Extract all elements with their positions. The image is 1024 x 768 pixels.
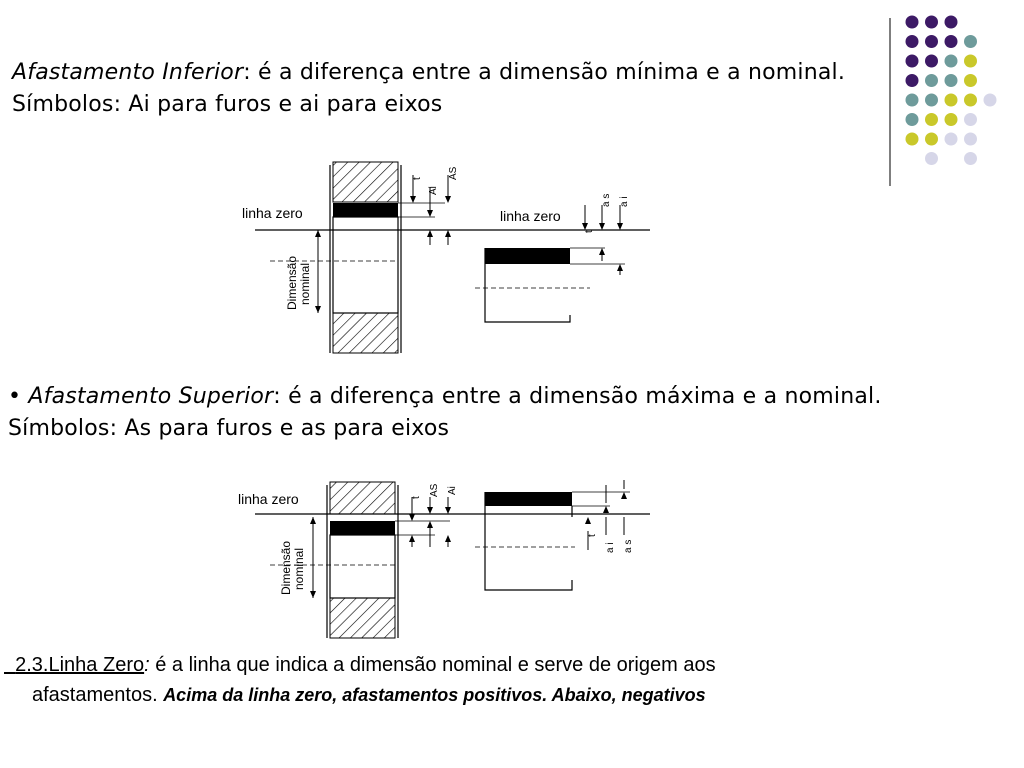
decorative-dot: [925, 55, 938, 68]
decorative-dot: [906, 55, 919, 68]
decorative-dot: [964, 94, 977, 107]
section1-term: Afastamento Inferior: [12, 60, 244, 85]
decorative-dot: [964, 55, 977, 68]
decorative-dot: [964, 35, 977, 48]
dimension-label-1: Dimensão: [285, 255, 299, 310]
decorative-dot: [945, 55, 958, 68]
label-Ai: Ai: [447, 486, 458, 495]
decorative-dot: [925, 94, 938, 107]
hole-hatch-top: [333, 162, 398, 202]
decorative-dot: [906, 74, 919, 87]
decorative-dot-grid: [904, 10, 1014, 170]
decorative-dot: [945, 16, 958, 29]
section2-definition: • Afastamento Superior: é a diferença entre a dimensão máxima e a nominal.: [8, 384, 882, 409]
decorative-dot: [945, 113, 958, 126]
decorative-dot: [925, 152, 938, 165]
label-As: AS: [448, 166, 459, 180]
section2-symbols: Símbolos: As para furos e as para eixos: [8, 416, 450, 441]
label-as: a s: [623, 539, 634, 553]
hole-tolerance-zone: [333, 203, 398, 217]
label-as: a s: [601, 193, 612, 207]
dimension-label-2: nominal: [292, 547, 306, 590]
decorative-dot: [945, 133, 958, 146]
diagram-afastamento-inferior: [230, 155, 660, 360]
shaft-tolerance-zone: [485, 248, 570, 264]
section1-definition: Afastamento Inferior: é a diferença entre a dimensão mínima e a nominal.: [12, 60, 846, 85]
zero-line-label: linha zero: [238, 491, 299, 507]
label-t: t: [412, 177, 423, 180]
label-t2: t: [584, 230, 595, 233]
decorative-dot: [925, 113, 938, 126]
shaft-tolerance-zone: [485, 492, 572, 506]
dimension-label-1: Dimensão: [279, 540, 293, 595]
label-t: t: [411, 496, 422, 499]
footer-line-2: afastamentos. Acima da linha zero, afastamentos positivos. Abaixo, negativos: [32, 684, 706, 706]
decorative-dot: [964, 133, 977, 146]
decorative-dot: [906, 133, 919, 146]
decorative-dot: [945, 74, 958, 87]
label-As: AS: [429, 483, 440, 497]
diagram-afastamento-superior: [230, 475, 660, 645]
label-t2: t: [587, 534, 598, 537]
decorative-dot: [945, 94, 958, 107]
decorative-dot: [925, 16, 938, 29]
zero-line-label-hole: linha zero: [242, 205, 303, 221]
section1-symbols: Símbolos: Ai para furos e ai para eixos: [12, 92, 443, 117]
decorative-dot: [906, 94, 919, 107]
hole-tolerance-zone: [330, 521, 395, 535]
decorative-dot: [964, 152, 977, 165]
decorative-dot: [964, 74, 977, 87]
decorative-dot: [964, 113, 977, 126]
footer-heading: 2.3.Linha Zero: [15, 654, 145, 676]
decorative-dot: [906, 35, 919, 48]
hole-body: [333, 217, 398, 313]
dimension-label-2: nominal: [298, 262, 312, 305]
decorative-dot: [945, 35, 958, 48]
section2-term: Afastamento Superior: [28, 384, 274, 409]
decorative-dot: [925, 133, 938, 146]
label-ai: a i: [605, 542, 616, 553]
label-ai: a i: [619, 196, 630, 207]
footer-emphasis: Acima da linha zero, afastamentos positivos. Abaixo, negativos: [163, 685, 706, 705]
section1-definition-text: é a diferença entre a dimensão mínima e a nominal.: [250, 60, 846, 85]
hole-hatch-bottom: [333, 313, 398, 353]
bullet: •: [8, 384, 22, 409]
decorative-dot: [925, 35, 938, 48]
footer-line-1: 2.3.Linha Zero: é a linha que indica a dimensão nominal e serve de origem aos: [4, 654, 716, 677]
zero-line-label-shaft: linha zero: [500, 208, 561, 224]
decorative-dot: [925, 74, 938, 87]
section2-definition-text: é a diferença entre a dimensão máxima e a nominal.: [280, 384, 882, 409]
decorative-divider: [889, 18, 891, 186]
decorative-dot: [984, 94, 997, 107]
decorative-dot: [906, 16, 919, 29]
label-Ai: Ai: [428, 186, 439, 195]
decorative-dot: [906, 113, 919, 126]
